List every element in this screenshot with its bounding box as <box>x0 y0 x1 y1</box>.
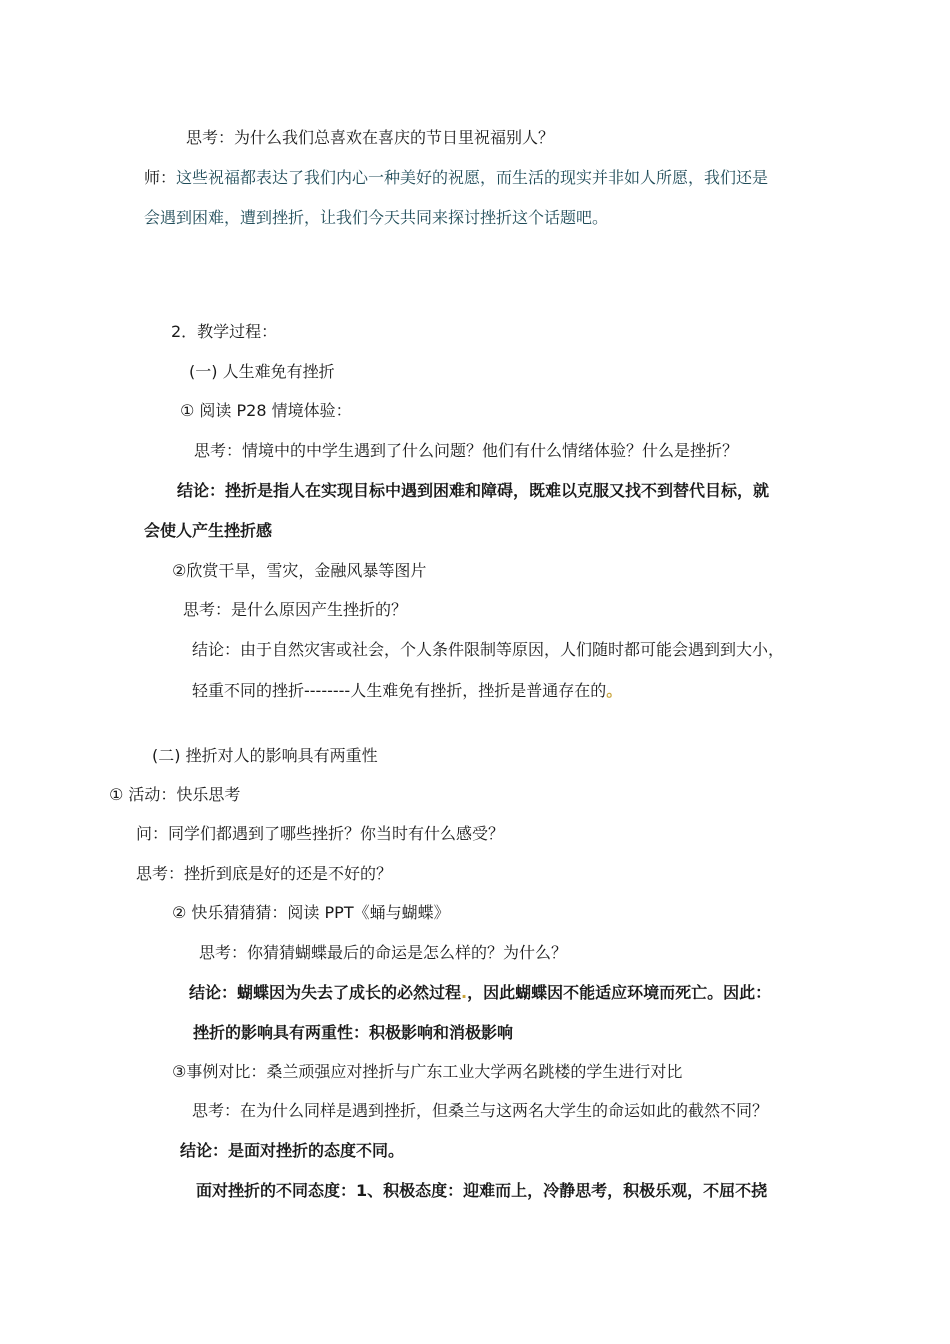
teacher-prefix: 师： <box>144 168 177 187</box>
item-guess-game: ② 快乐猜猜猜：阅读 PPT《蛹与蝴蝶》 <box>172 903 450 922</box>
question-setbacks: 问：同学们都遇到了哪些挫折？你当时有什么感受？ <box>136 824 505 843</box>
item-activity: ① 活动：快乐思考 <box>109 785 241 804</box>
heading-part-two: (二) 挫折对人的影响具有两重性 <box>152 746 378 765</box>
conclusion-definition-1: 结论：挫折是指人在实现目标中遇到困难和障碍，既难以克服又找不到替代目标，就 <box>177 481 770 500</box>
think-cause: 思考：是什么原因产生挫折的？ <box>183 600 408 619</box>
think-situation: 思考：情境中的中学生遇到了什么问题？他们有什么情绪体验？什么是挫折？ <box>194 441 739 460</box>
teacher-text: 这些祝福都表达了我们内心一种美好的祝愿，而生活的现实并非如人所愿，我们还是 <box>176 168 769 187</box>
item-appreciate-images: ②欣赏干旱，雪灾，金融风暴等图片 <box>172 561 427 580</box>
think-comparison: 思考：在为什么同样是遇到挫折，但桑兰与这两名大学生的命运如此的截然不同？ <box>192 1101 769 1120</box>
heading-part-one: (一) 人生难免有挫折 <box>189 362 335 381</box>
attitude-list: 面对挫折的不同态度：1、积极态度：迎难而上，冷静思考，积极乐观，不屈不挠 <box>196 1181 768 1200</box>
think-good-or-bad: 思考：挫折到底是好的还是不好的？ <box>136 864 393 883</box>
teacher-line-2: 会遇到困难，遭到挫折，让我们今天共同来探讨挫折这个话题吧。 <box>144 208 609 227</box>
conclusion-definition-2: 会使人产生挫折感 <box>144 521 273 540</box>
conclusion-cause-1: 结论：由于自然灾害或社会，个人条件限制等原因，人们随时都可能会遇到到大小， <box>192 640 785 659</box>
item-read-p28: ① 阅读 P28 情境体验： <box>180 401 352 420</box>
section-teaching-process: 2．教学过程： <box>171 322 278 341</box>
conclusion-cause-2: 轻重不同的挫折--------人生难免有挫折，挫折是普通存在的。 <box>192 681 623 700</box>
conclusion-butterfly-1: 结论：蝴蝶因为失去了成长的必然过程.，因此蝴蝶因不能适应环境而死亡。因此： <box>189 983 772 1002</box>
teacher-line-1 <box>144 167 768 189</box>
think-butterfly: 思考：你猜猜蝴蝶最后的命运是怎么样的？为什么？ <box>199 943 568 962</box>
conclusion-butterfly-2: 挫折的影响具有两重性：积极影响和消极影响 <box>193 1023 514 1042</box>
think-holiday-wishes: 思考：为什么我们总喜欢在喜庆的节日里祝福别人？ <box>186 128 555 147</box>
conclusion-attitude: 结论：是面对挫折的态度不同。 <box>180 1141 405 1160</box>
item-case-comparison: ③事例对比：桑兰顽强应对挫折与广东工业大学两名跳楼的学生进行对比 <box>172 1062 683 1081</box>
